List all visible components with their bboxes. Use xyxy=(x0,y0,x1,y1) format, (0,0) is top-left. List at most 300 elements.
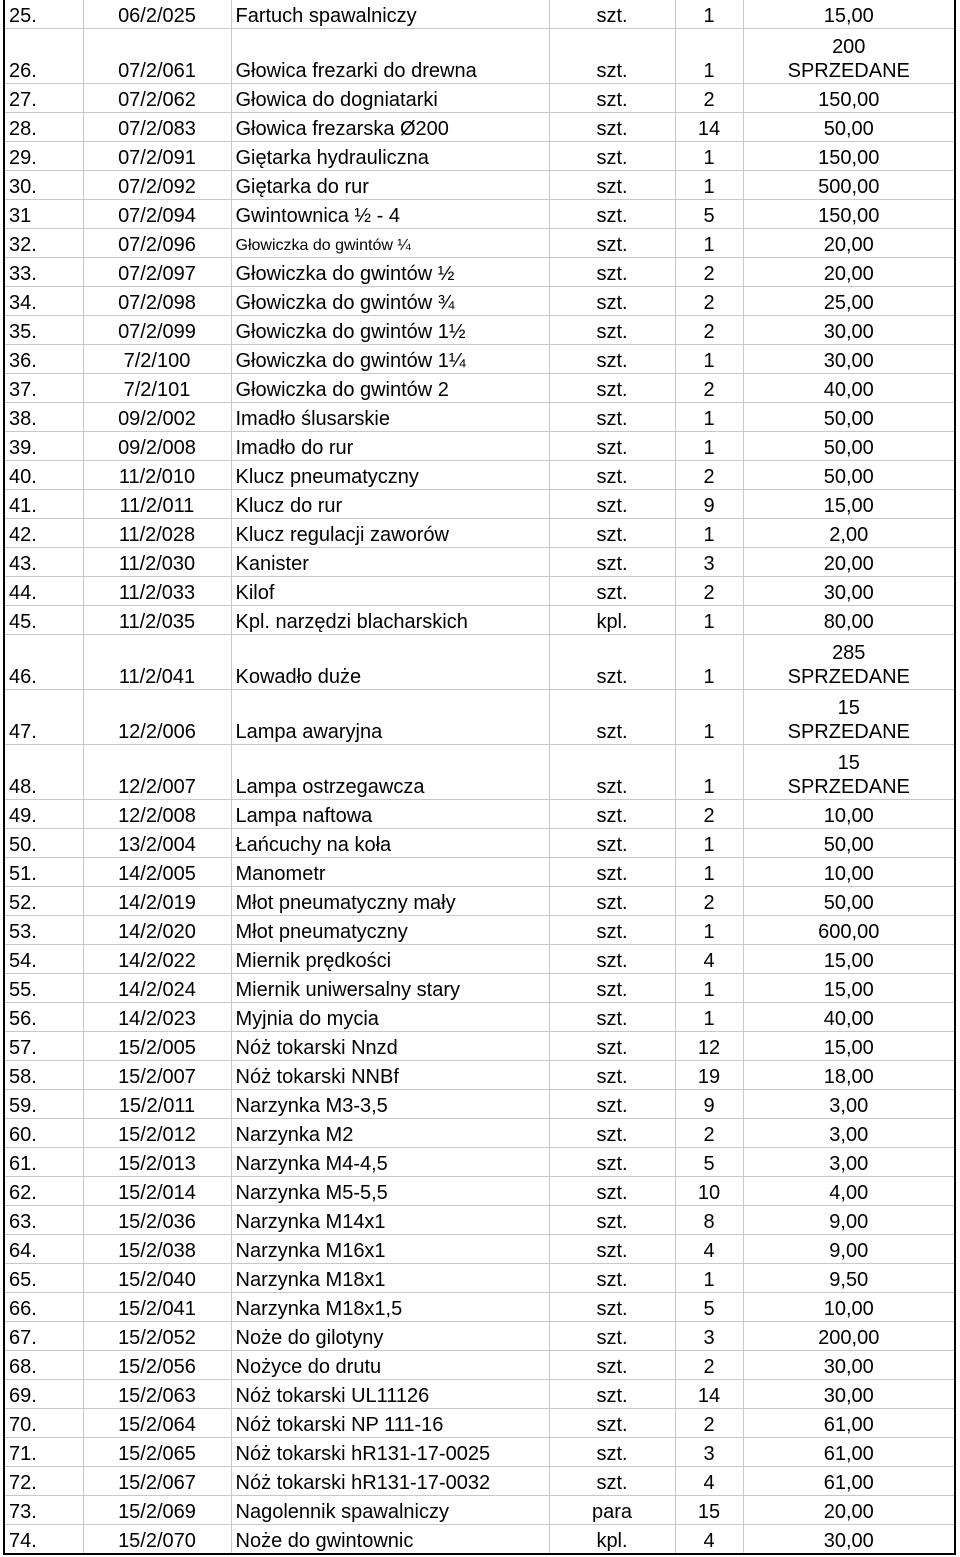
unit-cell: szt. xyxy=(549,1351,675,1380)
unit-cell: szt. xyxy=(549,800,675,829)
item-name-cell: Narzynka M3-3,5 xyxy=(231,1090,549,1119)
price-cell: 50,00 xyxy=(743,887,954,916)
inventory-code-cell: 15/2/064 xyxy=(83,1409,231,1438)
quantity-cell: 14 xyxy=(675,113,743,142)
table-row xyxy=(5,945,954,974)
inventory-code-cell: 11/2/028 xyxy=(83,519,231,548)
inventory-code-cell: 07/2/091 xyxy=(83,142,231,171)
row-number-cell: 33. xyxy=(5,258,83,287)
inventory-code-cell: 15/2/012 xyxy=(83,1119,231,1148)
unit-cell: szt. xyxy=(549,1264,675,1293)
item-name-cell: Klucz regulacji zaworów xyxy=(231,519,549,548)
quantity-cell: 1 xyxy=(675,974,743,1003)
price-cell: 9,00 xyxy=(743,1235,954,1264)
inventory-code-cell: 15/2/011 xyxy=(83,1090,231,1119)
inventory-code-cell: 13/2/004 xyxy=(83,829,231,858)
row-number-cell: 48. xyxy=(5,745,83,800)
table-row xyxy=(5,229,954,258)
price-cell: 25,00 xyxy=(743,287,954,316)
row-number-cell: 71. xyxy=(5,1438,83,1467)
table-row xyxy=(5,548,954,577)
inventory-code-cell: 14/2/005 xyxy=(83,858,231,887)
price-cell: 50,00 xyxy=(743,403,954,432)
inventory-code-cell: 14/2/020 xyxy=(83,916,231,945)
price-cell: 150,00 xyxy=(743,84,954,113)
inventory-code-cell: 07/2/083 xyxy=(83,113,231,142)
inventory-rows xyxy=(5,0,954,1554)
item-name-cell: Kilof xyxy=(231,577,549,606)
price-cell: 40,00 xyxy=(743,374,954,403)
row-number-cell: 28. xyxy=(5,113,83,142)
price-amount: 285 xyxy=(832,642,866,664)
row-number-cell: 59. xyxy=(5,1090,83,1119)
item-name-cell: Giętarka hydrauliczna xyxy=(231,142,549,171)
sold-label: SPRZEDANE xyxy=(787,721,910,743)
price-cell: 30,00 xyxy=(743,577,954,606)
quantity-cell: 1 xyxy=(675,345,743,374)
item-name-cell: Myjnia do mycia xyxy=(231,1003,549,1032)
price-cell: 150,00 xyxy=(743,200,954,229)
unit-cell: szt. xyxy=(549,345,675,374)
quantity-cell: 4 xyxy=(675,1525,743,1555)
unit-cell: szt. xyxy=(549,1206,675,1235)
unit-cell: szt. xyxy=(549,1148,675,1177)
item-name-cell: Głowiczka do gwintów 1¼ xyxy=(231,345,549,374)
row-number-cell: 70. xyxy=(5,1409,83,1438)
row-number-cell: 25. xyxy=(9,5,37,27)
item-name-cell: Łańcuchy na koła xyxy=(231,829,549,858)
item-name-cell: Narzynka M5-5,5 xyxy=(231,1177,549,1206)
unit-cell: szt. xyxy=(549,1235,675,1264)
row-number-cell: 51. xyxy=(5,858,83,887)
quantity-cell: 3 xyxy=(675,1438,743,1467)
unit-cell: szt. xyxy=(549,1119,675,1148)
item-name-cell: Nóż tokarski hR131-17-0025 xyxy=(231,1438,549,1467)
table-row xyxy=(5,974,954,1003)
price-cell: 61,00 xyxy=(743,1438,954,1467)
quantity-cell: 2 xyxy=(675,577,743,606)
inventory-code-cell: 14/2/023 xyxy=(83,1003,231,1032)
row-number-cell: 61. xyxy=(5,1148,83,1177)
unit-cell: szt. xyxy=(549,316,675,345)
item-name-cell: Narzynka M2 xyxy=(231,1119,549,1148)
unit-cell: szt. xyxy=(549,1090,675,1119)
table-row xyxy=(5,829,954,858)
price-cell: 15,00 xyxy=(743,0,954,29)
price-cell: 15,00 xyxy=(743,945,954,974)
row-number-cell: 55. xyxy=(5,974,83,1003)
inventory-code-cell: 07/2/061 xyxy=(83,29,231,84)
table-row xyxy=(5,345,954,374)
price-amount: 15 xyxy=(837,697,860,719)
item-name-cell: Miernik prędkości xyxy=(231,945,549,974)
quantity-cell: 1 xyxy=(675,916,743,945)
quantity-cell: 1 xyxy=(675,1264,743,1293)
item-name-cell: Nóż tokarski Nnzd xyxy=(231,1032,549,1061)
quantity-cell: 8 xyxy=(675,1206,743,1235)
quantity-cell: 2 xyxy=(675,1351,743,1380)
table-row xyxy=(5,1206,954,1235)
inventory-code-cell: 15/2/007 xyxy=(83,1061,231,1090)
item-name-cell: Głowiczka do gwintów 2 xyxy=(231,374,549,403)
table-row xyxy=(5,287,954,316)
row-number-cell: 43. xyxy=(5,548,83,577)
inventory-code-cell: 09/2/002 xyxy=(83,403,231,432)
row-number-cell: 34. xyxy=(5,287,83,316)
row-number-cell: 45. xyxy=(5,606,83,635)
price-cell: 200,00 xyxy=(743,1322,954,1351)
unit-cell: szt. xyxy=(549,84,675,113)
table-row xyxy=(5,635,954,690)
table-row xyxy=(5,1061,954,1090)
table-row xyxy=(5,1177,954,1206)
inventory-code-cell: 07/2/062 xyxy=(83,84,231,113)
inventory-code-cell: 14/2/019 xyxy=(83,887,231,916)
unit-cell: kpl. xyxy=(549,1525,675,1555)
price-cell: 20,00 xyxy=(743,258,954,287)
unit-cell: szt. xyxy=(549,858,675,887)
price-cell: 30,00 xyxy=(743,1525,954,1555)
quantity-cell: 3 xyxy=(675,1322,743,1351)
table-row xyxy=(5,316,954,345)
row-number-cell: 29. xyxy=(5,142,83,171)
inventory-code-cell: 15/2/040 xyxy=(83,1264,231,1293)
inventory-code-cell: 11/2/033 xyxy=(83,577,231,606)
item-name-cell: Nagolennik spawalniczy xyxy=(231,1496,549,1525)
quantity-cell: 2 xyxy=(675,287,743,316)
row-number-cell: 66. xyxy=(5,1293,83,1322)
quantity-cell: 10 xyxy=(675,1177,743,1206)
inventory-code-cell: 06/2/025 xyxy=(83,0,231,29)
inventory-code-cell: 11/2/030 xyxy=(83,548,231,577)
price-cell xyxy=(743,29,954,84)
unit-cell: szt. xyxy=(549,519,675,548)
inventory-code-cell: 15/2/056 xyxy=(83,1351,231,1380)
table-row xyxy=(5,1496,954,1525)
row-number-cell: 44. xyxy=(5,577,83,606)
row-number-cell: 36. xyxy=(5,345,83,374)
unit-cell: szt. xyxy=(549,432,675,461)
inventory-code-cell: 09/2/008 xyxy=(83,432,231,461)
inventory-code-cell: 15/2/063 xyxy=(83,1380,231,1409)
unit-cell: szt. xyxy=(549,745,675,800)
unit-cell: szt. xyxy=(549,403,675,432)
row-number-cell: 52. xyxy=(5,887,83,916)
row-number-cell: 30. xyxy=(5,171,83,200)
item-name-cell: Fartuch spawalniczy xyxy=(231,0,549,29)
inventory-code-cell: 15/2/052 xyxy=(83,1322,231,1351)
quantity-cell: 15 xyxy=(675,1496,743,1525)
item-name-cell: Lampa ostrzegawcza xyxy=(231,745,549,800)
price-cell xyxy=(743,745,954,800)
table-row xyxy=(5,1380,954,1409)
quantity-cell: 1 xyxy=(675,858,743,887)
quantity-cell: 1 xyxy=(675,829,743,858)
unit-cell: szt. xyxy=(549,916,675,945)
table-row xyxy=(5,1322,954,1351)
item-name-cell: Miernik uniwersalny stary xyxy=(231,974,549,1003)
row-number-cell: 64. xyxy=(5,1235,83,1264)
table-row xyxy=(5,1293,954,1322)
inventory-code-cell: 07/2/097 xyxy=(83,258,231,287)
price-cell: 2,00 xyxy=(743,519,954,548)
table-row xyxy=(5,745,954,800)
item-name-cell: Głowica frezarki do drewna xyxy=(231,29,549,84)
item-name-cell: Kpl. narzędzi blacharskich xyxy=(231,606,549,635)
inventory-code-cell: 11/2/041 xyxy=(83,635,231,690)
table-row xyxy=(5,1148,954,1177)
unit-cell: szt. xyxy=(549,258,675,287)
unit-cell: szt. xyxy=(549,1003,675,1032)
unit-cell: szt. xyxy=(549,142,675,171)
unit-cell: szt. xyxy=(549,113,675,142)
row-number-cell: 47. xyxy=(5,690,83,745)
price-cell: 30,00 xyxy=(743,345,954,374)
item-name-cell: Gwintownica ½ - 4 xyxy=(231,200,549,229)
inventory-code-cell: 15/2/005 xyxy=(83,1032,231,1061)
price-cell: 80,00 xyxy=(743,606,954,635)
table-row xyxy=(5,1409,954,1438)
sold-label: SPRZEDANE xyxy=(787,776,910,798)
row-number-cell: 56. xyxy=(5,1003,83,1032)
inventory-code-cell: 07/2/098 xyxy=(83,287,231,316)
unit-cell: szt. xyxy=(549,690,675,745)
item-name-cell: Nóż tokarski NP 111-16 xyxy=(231,1409,549,1438)
price-cell: 50,00 xyxy=(743,113,954,142)
quantity-cell: 14 xyxy=(675,1380,743,1409)
price-cell: 50,00 xyxy=(743,829,954,858)
quantity-cell: 1 xyxy=(675,229,743,258)
price-cell: 20,00 xyxy=(743,1496,954,1525)
inventory-code-cell: 12/2/006 xyxy=(83,690,231,745)
table-row xyxy=(5,1090,954,1119)
table-row xyxy=(5,887,954,916)
table-row xyxy=(5,258,954,287)
unit-cell: szt. xyxy=(549,1380,675,1409)
table-row xyxy=(5,606,954,635)
unit-cell: szt. xyxy=(549,1177,675,1206)
unit-cell: szt. xyxy=(549,200,675,229)
inventory-code-cell: 11/2/010 xyxy=(83,461,231,490)
quantity-cell: 1 xyxy=(675,0,743,29)
item-name-cell: Giętarka do rur xyxy=(231,171,549,200)
inventory-code-cell: 12/2/007 xyxy=(83,745,231,800)
quantity-cell: 2 xyxy=(675,887,743,916)
unit-cell: szt. xyxy=(549,1061,675,1090)
row-number-cell: 68. xyxy=(5,1351,83,1380)
row-number-cell: 65. xyxy=(5,1264,83,1293)
item-name-cell: Narzynka M14x1 xyxy=(231,1206,549,1235)
row-number-cell: 37. xyxy=(5,374,83,403)
price-cell: 500,00 xyxy=(743,171,954,200)
unit-cell: kpl. xyxy=(549,606,675,635)
quantity-cell: 9 xyxy=(675,490,743,519)
quantity-cell: 2 xyxy=(675,316,743,345)
table-row xyxy=(5,403,954,432)
item-name-cell: Manometr xyxy=(231,858,549,887)
price-amount: 15 xyxy=(837,752,860,774)
item-name-cell: Nóż tokarski NNBf xyxy=(231,1061,549,1090)
unit-cell: szt. xyxy=(549,461,675,490)
quantity-cell: 4 xyxy=(675,945,743,974)
table-row xyxy=(5,142,954,171)
item-name-cell: Narzynka M4-4,5 xyxy=(231,1148,549,1177)
table-row xyxy=(5,113,954,142)
row-number-cell: 39. xyxy=(5,432,83,461)
quantity-cell: 2 xyxy=(675,374,743,403)
item-name-cell: Noże do gwintownic xyxy=(231,1525,549,1555)
price-cell: 3,00 xyxy=(743,1148,954,1177)
row-number-cell: 69. xyxy=(5,1380,83,1409)
inventory-table xyxy=(5,0,954,1555)
item-name-cell: Głowiczka do gwintów ½ xyxy=(231,258,549,287)
table-row xyxy=(5,690,954,745)
unit-cell: szt. xyxy=(549,287,675,316)
item-name-cell: Narzynka M16x1 xyxy=(231,1235,549,1264)
quantity-cell: 1 xyxy=(675,403,743,432)
row-number-cell: 42. xyxy=(5,519,83,548)
row-number-cell: 74. xyxy=(5,1525,83,1555)
price-cell: 3,00 xyxy=(743,1119,954,1148)
table-row xyxy=(5,374,954,403)
price-cell: 30,00 xyxy=(743,1380,954,1409)
quantity-cell: 12 xyxy=(675,1032,743,1061)
item-name-cell: Głowiczka do gwintów ¾ xyxy=(231,287,549,316)
price-cell xyxy=(743,690,954,745)
item-name-cell: Narzynka M18x1,5 xyxy=(231,1293,549,1322)
row-number-cell: 41. xyxy=(5,490,83,519)
price-cell: 20,00 xyxy=(743,229,954,258)
sold-label: SPRZEDANE xyxy=(787,666,910,688)
item-name-cell: Kanister xyxy=(231,548,549,577)
table-row xyxy=(5,29,954,84)
table-row xyxy=(5,1438,954,1467)
price-cell: 9,00 xyxy=(743,1206,954,1235)
inventory-code-cell: 14/2/022 xyxy=(83,945,231,974)
inventory-code-cell: 07/2/092 xyxy=(83,171,231,200)
price-cell: 50,00 xyxy=(743,432,954,461)
quantity-cell: 1 xyxy=(675,171,743,200)
item-name-cell: Głowica do dogniatarki xyxy=(231,84,549,113)
unit-cell: szt. xyxy=(549,635,675,690)
price-amount: 200 xyxy=(832,36,866,58)
row-number-cell: 72. xyxy=(5,1467,83,1496)
price-cell: 150,00 xyxy=(743,142,954,171)
price-cell: 10,00 xyxy=(743,858,954,887)
price-cell: 10,00 xyxy=(743,1293,954,1322)
price-cell: 10,00 xyxy=(743,800,954,829)
quantity-cell: 9 xyxy=(675,1090,743,1119)
row-number-cell: 62. xyxy=(5,1177,83,1206)
quantity-cell: 1 xyxy=(675,142,743,171)
inventory-code-cell: 11/2/011 xyxy=(83,490,231,519)
quantity-cell: 5 xyxy=(675,1148,743,1177)
inventory-code-cell: 07/2/096 xyxy=(83,229,231,258)
price-cell: 15,00 xyxy=(743,490,954,519)
price-cell: 30,00 xyxy=(743,316,954,345)
row-number-cell: 67. xyxy=(5,1322,83,1351)
row-number-cell: 73. xyxy=(5,1496,83,1525)
row-number-cell: 35. xyxy=(5,316,83,345)
row-number-cell: 38. xyxy=(5,403,83,432)
inventory-code-cell: 15/2/067 xyxy=(83,1467,231,1496)
table-row xyxy=(5,490,954,519)
inventory-code-cell: 15/2/041 xyxy=(83,1293,231,1322)
table-row xyxy=(5,1003,954,1032)
quantity-cell: 2 xyxy=(675,461,743,490)
row-number-cell: 58. xyxy=(5,1061,83,1090)
table-row xyxy=(5,1525,954,1555)
inventory-code-cell: 15/2/069 xyxy=(83,1496,231,1525)
inventory-code-cell: 15/2/013 xyxy=(83,1148,231,1177)
row-number-cell: 49. xyxy=(5,800,83,829)
quantity-cell: 4 xyxy=(675,1235,743,1264)
quantity-cell: 4 xyxy=(675,1467,743,1496)
table-row xyxy=(5,84,954,113)
sold-label: SPRZEDANE xyxy=(787,60,910,82)
unit-cell: szt. xyxy=(549,1438,675,1467)
table-row xyxy=(5,1032,954,1061)
quantity-cell: 1 xyxy=(675,519,743,548)
table-row xyxy=(5,1235,954,1264)
item-name-cell: Kowadło duże xyxy=(231,635,549,690)
unit-cell: szt. xyxy=(549,29,675,84)
inventory-code-cell: 07/2/099 xyxy=(83,316,231,345)
price-cell: 600,00 xyxy=(743,916,954,945)
unit-cell: szt. xyxy=(549,1032,675,1061)
table-row xyxy=(5,858,954,887)
inventory-code-cell: 15/2/036 xyxy=(83,1206,231,1235)
inventory-code-cell: 7/2/100 xyxy=(83,345,231,374)
unit-cell: szt. xyxy=(549,1293,675,1322)
row-number-cell: 46. xyxy=(5,635,83,690)
row-number-cell: 57. xyxy=(5,1032,83,1061)
quantity-cell: 2 xyxy=(675,84,743,113)
price-cell: 20,00 xyxy=(743,548,954,577)
unit-cell: szt. xyxy=(549,548,675,577)
price-cell: 61,00 xyxy=(743,1467,954,1496)
row-number-cell: 60. xyxy=(5,1119,83,1148)
row-number-cell: 26. xyxy=(5,29,83,84)
table-row xyxy=(5,1264,954,1293)
quantity-cell: 2 xyxy=(675,1409,743,1438)
unit-cell: para xyxy=(549,1496,675,1525)
item-name-cell: Lampa naftowa xyxy=(231,800,549,829)
table-row xyxy=(5,1119,954,1148)
table-row xyxy=(5,916,954,945)
row-number-cell: 63. xyxy=(5,1206,83,1235)
quantity-cell: 2 xyxy=(675,800,743,829)
inventory-code-cell: 11/2/035 xyxy=(83,606,231,635)
item-name-cell: Imadło do rur xyxy=(231,432,549,461)
table-row xyxy=(5,461,954,490)
unit-cell: szt. xyxy=(549,490,675,519)
inventory-code-cell: 07/2/094 xyxy=(83,200,231,229)
row-number-cell: 54. xyxy=(5,945,83,974)
quantity-cell: 19 xyxy=(675,1061,743,1090)
item-name-cell: Klucz do rur xyxy=(231,490,549,519)
quantity-cell: 1 xyxy=(675,432,743,461)
quantity-cell: 5 xyxy=(675,1293,743,1322)
quantity-cell: 1 xyxy=(675,1003,743,1032)
quantity-cell: 1 xyxy=(675,635,743,690)
item-name-cell: Młot pneumatyczny mały xyxy=(231,887,549,916)
price-cell: 18,00 xyxy=(743,1061,954,1090)
unit-cell: szt. xyxy=(549,171,675,200)
quantity-cell: 1 xyxy=(675,690,743,745)
price-cell: 40,00 xyxy=(743,1003,954,1032)
unit-cell: szt. xyxy=(549,374,675,403)
